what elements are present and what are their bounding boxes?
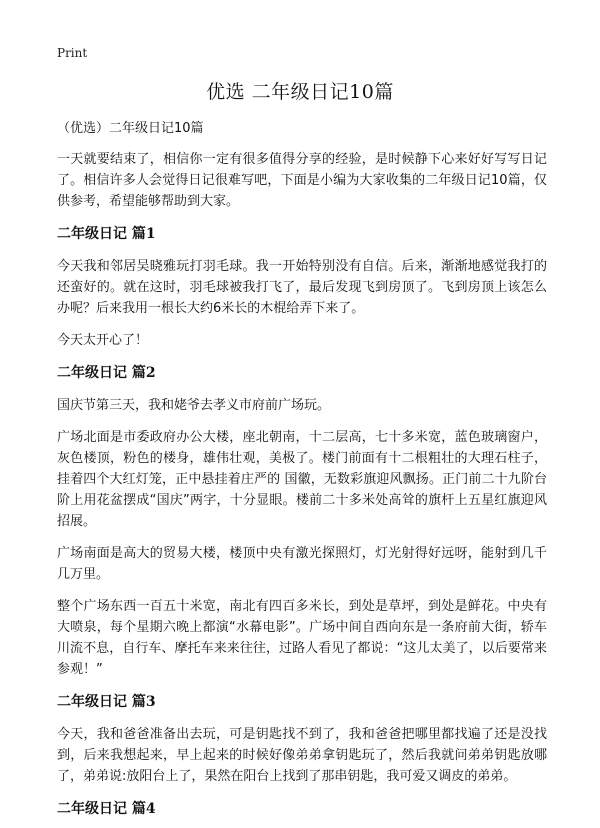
page-title: 优选 二年级日记10篇: [206, 81, 394, 103]
article-body: [57, 118, 547, 828]
section-heading-1: 二年级日记 篇1: [57, 226, 156, 242]
section-3-paragraph-1: 今天，我和爸爸准备出去玩，可是钥匙找不到了，我和爸爸把哪里都找遍了还是没找到，后来我想起来，早上起来的时候好像弟弟拿钥匙玩了，然后我就问弟弟钥匙放哪了，弟弟说:放阳台上了，果然在阳台上找到了那串钥匙，我可爱又调皮的弟弟。: [57, 727, 547, 784]
section-2-paragraph-4: 整个广场东西一百五十米宽，南北有四百多米长，到处是草坪，到处是鲜花。中央有大喷泉，每个星期六晚上都演“水幕电影”。广场中间自西向东是一条府前大街，轿车川流不息，自行车、摩托车来来往往，过路人看见了都说：“这儿太美了，以后要常来参观！”: [57, 599, 547, 677]
section-heading-3: 二年级日记 篇3: [57, 694, 156, 710]
section-2-paragraph-2: 广场北面是市委政府办公大楼，座北朝南，十二层高，七十多米宽，蓝色玻璃窗户，灰色楼顶，粉色的楼身，雄伟壮观，美极了。楼门前面有十二根粗壮的大理石柱子，挂着四个大红灯笼，正中悬挂着庄严的 国徽，无数彩旗迎风飘扬。正门前二十九阶台阶上用花盆摆成“国庆”两字，十分显眼。楼前二十多米处高耸的旗杆上五星红旗迎风招展。: [57, 430, 547, 529]
document-subtitle: （优选）二年级日记10篇: [57, 121, 204, 136]
section-1-paragraph-1: 今天我和邻居吴晓雅玩打羽毛球。我一开始特别没有自信。后来，渐渐地感觉我打的 还蛮好的。就在这时，羽毛球被我打飞了，最后发现飞到房顶了。飞到房顶上该怎么办呢？后来我用一根长大约6米长的木棍给弄下来了。: [57, 259, 547, 316]
section-heading-4: 二年级日记 篇4: [57, 801, 156, 817]
section-2-paragraph-1: 国庆节第三天，我和姥爷去孝义市府前广场玩。: [57, 398, 331, 413]
section-heading-2: 二年级日记 篇2: [57, 365, 156, 381]
section-2-paragraph-3: 广场南面是高大的贸易大楼，楼顶中央有激光探照灯，灯光射得好远呀，能射到几千几万里。: [57, 546, 547, 582]
intro-paragraph: 一天就要结束了，相信你一定有很多值得分享的经验，是时候静下心来好好写写日记了。相信许多人会觉得日记很难写吧，下面是小编为大家收集的二年级日记10篇，仅供参考，希望能够帮助到大家。: [57, 152, 547, 209]
section-1-paragraph-2: 今天太开心了！: [57, 333, 149, 348]
print-link[interactable]: Print: [57, 46, 88, 60]
